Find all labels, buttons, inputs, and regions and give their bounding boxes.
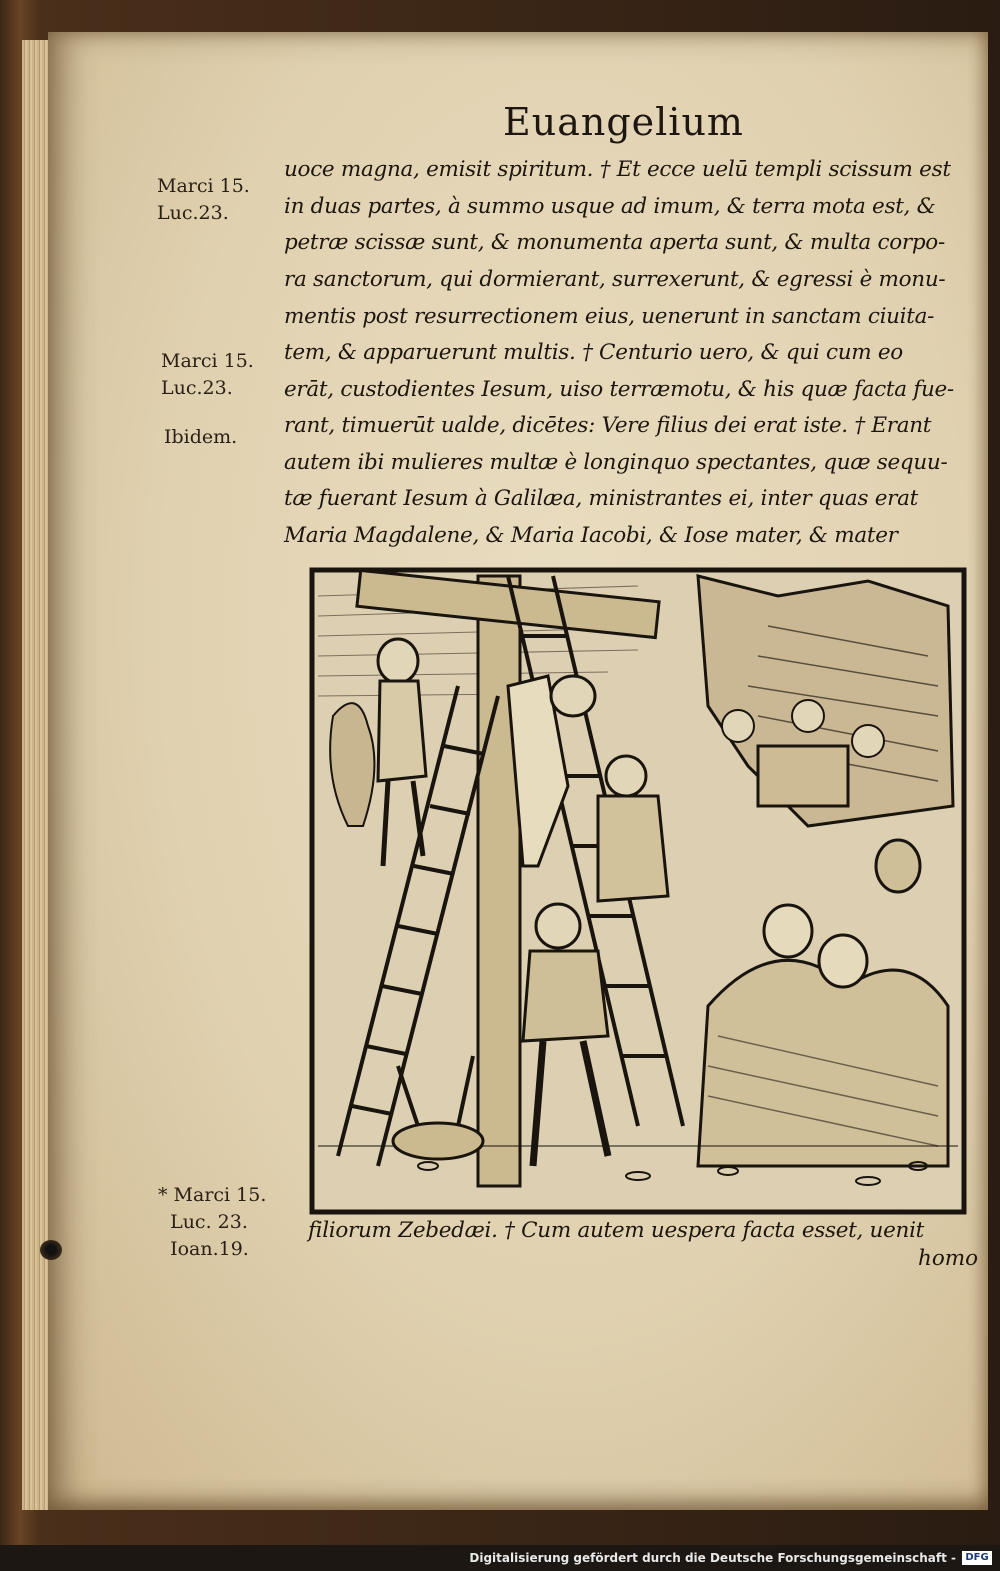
woodcut-illustration	[308, 566, 968, 1216]
body-line: tem, & apparuerunt multis. † Centurio uero, & qui cum eo	[284, 340, 903, 365]
binding-clasp	[40, 1240, 62, 1260]
body-line: rant, timuerūt ualde, dicētes: Vere filius dei erat iste. † Erant	[284, 413, 932, 438]
body-line: Maria Magdalene, & Maria Iacobi, & Iose mater, & mater	[284, 523, 898, 548]
margin-note-4: * Marci 15. Luc. 23. Ioan.19.	[158, 1184, 267, 1260]
body-line: erāt, custodientes Iesum, uiso terræmotu, & his quæ facta fue-	[284, 377, 954, 402]
body-line: petræ scissæ sunt, & monumenta aperta sunt, & multa corpo-	[284, 230, 945, 255]
margin-note-3: Ibidem.	[164, 426, 238, 448]
margin-note-2: Marci 15. Luc.23.	[161, 350, 254, 399]
body-line: uoce magna, emisit spiritum. † Et ecce uelū templi scissum est	[284, 157, 951, 182]
body-line: in duas partes, à summo usque ad imum, & terra mota est, &	[284, 194, 936, 219]
body-line-after-image: filiorum Zebedæi. † Cum autem uespera facta esset, uenit	[308, 1218, 924, 1243]
body-line: mentis post resurrectionem eius, uenerunt in sanctam ciuita-	[284, 304, 935, 329]
catchword: homo	[918, 1246, 979, 1271]
running-title: Euangelium	[503, 100, 744, 144]
footer-credit: Digitalisierung gefördert durch die Deutsche Forschungsgemeinschaft -	[469, 1551, 956, 1565]
margin-note-1: Marci 15. Luc.23.	[157, 175, 250, 224]
body-line: autem ibi mulieres multæ è longinquo spectantes, quæ sequu-	[284, 450, 948, 475]
body-line: ra sanctorum, qui dormierant, surrexerunt, & egressi è monu-	[284, 267, 946, 292]
dfg-logo: DFG	[962, 1551, 992, 1565]
body-line: tæ fuerant Iesum à Galilæa, ministrantes ei, inter quas erat	[284, 486, 918, 511]
